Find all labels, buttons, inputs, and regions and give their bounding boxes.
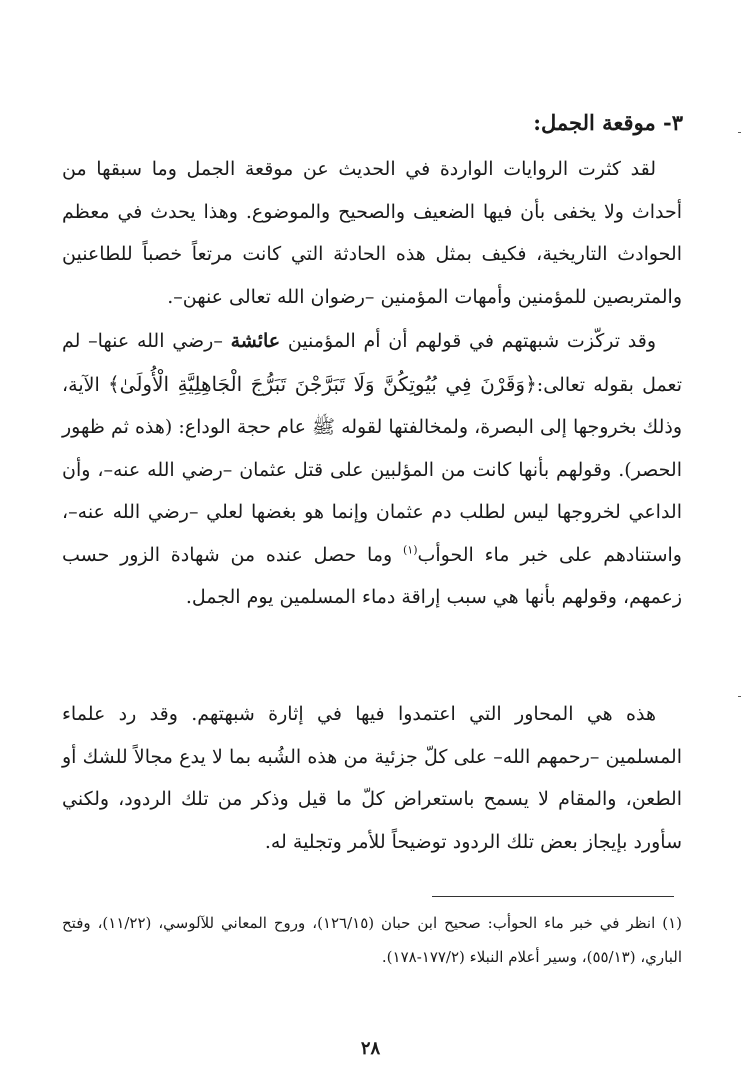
footnote-divider — [432, 896, 674, 897]
page-number: ٢٨ — [360, 1038, 381, 1059]
paragraph-2-text-c: الآية، وذلك بخروجها إلى البصرة، ولمخالفتها لقوله ﷺ عام حجة الوداع: (هذه ثم ظهور الحصر). وقولهم بأنها كانت من المؤلبين على قتل عثمان –رضي الله عنه–، وأن الداعي لخروجها ليس لطلب دم عثمان وإنما هو بغضها لعلي –رضي الله عنه–، واستنادهم على خبر ماء الحوأب — [62, 373, 682, 566]
footnote: (١) انظر في خبر ماء الحوأب: صحيح ابن حبان (١٢٦/١٥)، وروح المعاني للآلوسي، (١١/٢٢)، وفتح الباري، (٥٥/١٣)، وسير أعلام النبلاء (١٧٧/٢-١٧٨). — [62, 914, 682, 966]
section-heading: ٣- موقعة الجمل: — [533, 110, 683, 135]
footnote-marker[interactable]: (١) — [402, 543, 418, 557]
quran-verse: ﴿وَقَرْنَ فِي بُيُوتِكُنَّ وَلَا تَبَرَّجْنَ تَبَرُّجَ الْجَاهِلِيَّةِ الْأُولَىٰ﴾ — [107, 371, 537, 396]
paragraph-1: لقد كثرت الروايات الواردة في الحديث عن موقعة الجمل وما سبقها من أحداث ولا يخفى بأن فيها الضعيف والصحيح والموضوع. وهذا يحدث في معظم الحوادث التاريخية، فكيف بمثل هذه الحادثة التي كانت مرتعاً خصباً للطاعنين والمتربصين للمؤمنين وأمهات المؤمنين –رضوان الله تعالى عنهن–. — [62, 158, 682, 308]
paragraph-2-text-d: وما حصل عنده من شهادة الزور حسب زعمهم، وقولهم بأنها هي سبب إراقة دماء المسلمين يوم الجمل. — [62, 543, 682, 608]
paragraph-2-text-a: وقد تركّزت شبهتهم في قولهم أن أم المؤمنين — [287, 330, 657, 352]
paragraph-3: هذه هي المحاور التي اعتمدوا فيها في إثارة شبهتهم. وقد رد علماء المسلمين –رحمهم الله– على كلّ جزئية من هذه الشُبه بما لا يدع مجالاً للشك أو الطعن، والمقام لا يسمح باستعراض كلّ ما قيل وذكر من تلك الردود، ولكني سأورد بإيجاز بعض تلك الردود توضيحاً للأمر وتجلية له. — [62, 703, 682, 853]
paragraph-2 — [62, 320, 682, 619]
paragraph-2-text-b: –رضي الله عنها– لم تعمل بقوله تعالى: — [62, 330, 682, 396]
highlighted-name: عائشة — [230, 330, 281, 352]
